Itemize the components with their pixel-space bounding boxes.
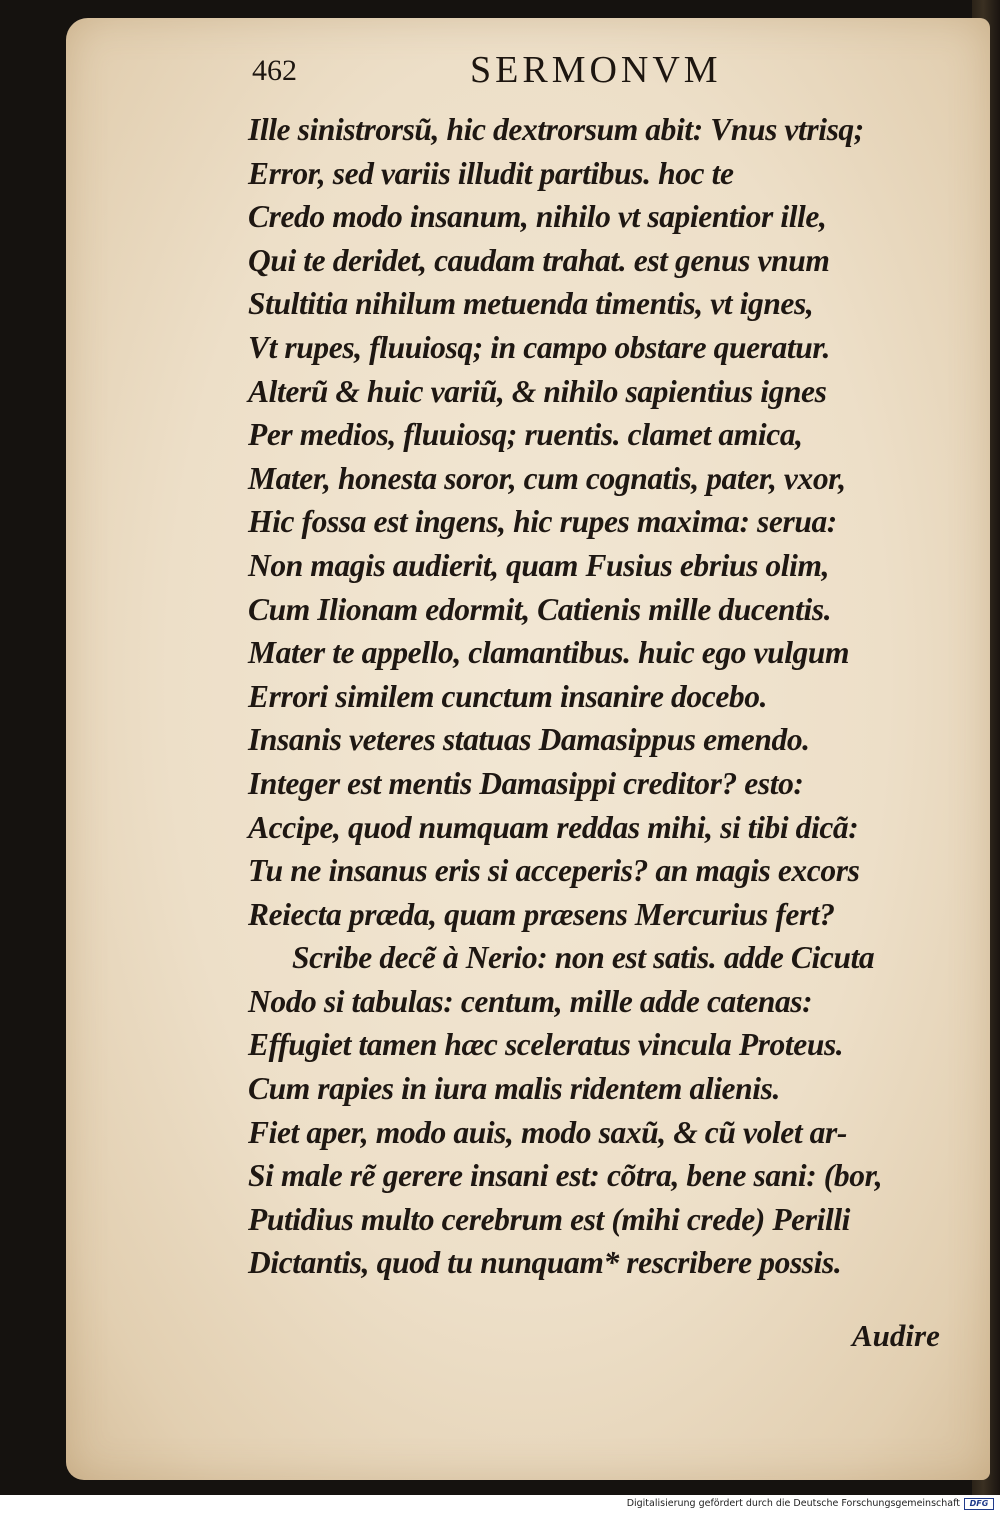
catchword: Audire — [852, 1318, 940, 1353]
verse-line: Error, sed variis illudit partibus. hoc te — [248, 155, 734, 191]
verse-line: Effugiet tamen hæc sceleratus vincula Proteus. — [248, 1027, 844, 1063]
verse-line: Tu ne insanus eris si acceperis? an magis excors — [248, 853, 860, 889]
page-number: 462 — [252, 54, 297, 87]
verse-line: Scribe decẽ à Nerio: non est satis. adde Cicuta — [292, 940, 875, 976]
verse-line: Alterũ & huic variũ, & nihilo sapientius ignes — [248, 373, 827, 409]
verse-line: Dictantis, quod tu nunquam* rescribere possis. — [248, 1245, 842, 1281]
verse-line: Errori similem cunctum insanire docebo. — [248, 678, 768, 714]
running-title: SERMONVM — [470, 49, 722, 91]
page-header — [252, 48, 952, 98]
footer-bar — [0, 1495, 1000, 1515]
verse-line: Fiet aper, modo auis, modo saxũ, & cũ volet ar- — [248, 1114, 847, 1150]
verse-line: Reiecta præda, quam præsens Mercurius fert? — [248, 896, 835, 932]
verse-line: Ille sinistrorsũ, hic dextrorsum abit: Vnus vtrisq; — [248, 112, 864, 147]
verse-line: Cum rapies in iura malis ridentem alienis. — [248, 1071, 780, 1107]
verse-text-block — [248, 108, 978, 1285]
verse-line: Credo modo insanum, nihilo vt sapientior ille, — [248, 199, 827, 235]
verse-line: Nodo si tabulas: centum, mille adde catenas: — [248, 983, 813, 1019]
verse-line: Mater te appello, clamantibus. huic ego vulgum — [248, 635, 850, 671]
verse-line: Qui te deridet, caudam trahat. est genus vnum — [248, 242, 830, 278]
verse-line: Vt rupes, fluuiosq; in campo obstare queratur. — [248, 329, 830, 365]
funding-credit: Digitalisierung gefördert durch die Deutsche Forschungsgemeinschaft — [626, 1498, 960, 1509]
verse-line: Non magis audierit, quam Fusius ebrius olim, — [248, 547, 830, 583]
verse-line: Cum Ilionam edormit, Catienis mille ducentis. — [248, 591, 832, 627]
verse-line: Mater, honesta soror, cum cognatis, pater, vxor, — [248, 460, 846, 496]
dfg-logo: DFG — [964, 1498, 994, 1510]
verse-line: Accipe, quod numquam reddas mihi, si tibi dicã: — [248, 809, 859, 845]
verse-line: Integer est mentis Damasippi creditor? esto: — [248, 765, 804, 801]
verse-line: Hic fossa est ingens, hic rupes maxima: serua: — [248, 504, 837, 540]
verse-line: Per medios, fluuiosq; ruentis. clamet amica, — [248, 417, 803, 453]
verse-line: Putidius multo cerebrum est (mihi crede) Perilli — [248, 1201, 851, 1237]
verse-line: Si male rẽ gerere insani est: cõtra, bene sani: (bor, — [248, 1158, 883, 1194]
verse-line: Stultitia nihilum metuenda timentis, vt ignes, — [248, 286, 814, 322]
verse-line: Insanis veteres statuas Damasippus emendo. — [248, 722, 810, 758]
